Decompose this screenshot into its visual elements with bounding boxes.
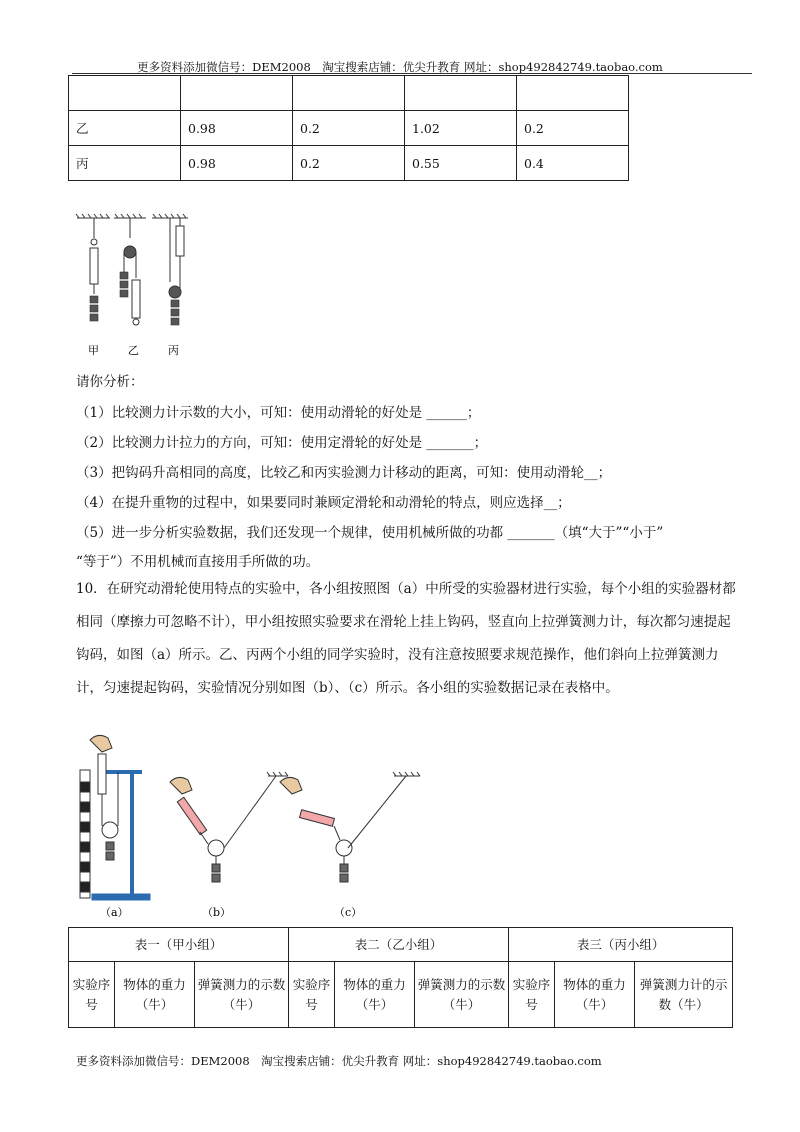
- table-cell: 0.4: [517, 146, 629, 181]
- table-group-title: 表二（乙小组）: [289, 928, 509, 962]
- table-cell: 1.02: [405, 111, 517, 146]
- table-cell: [517, 76, 629, 111]
- question-10-text: 10．在研究动滑轮使用特点的实验中，各小组按照图（a）中所受的实验器材进行实验，每个小组的实验器材都相同（摩擦力可忽略不计），甲小组按照实验要求在滑轮上挂上钩码，竖直向上拉弹簧测力计，每次都匀速提起钩码，如图（a）所示。乙、丙两个小组的同学实验时，没有注意按照要求规范操作，他们斜向上拉弹簧测力计，匀速提起钩码，实验情况分别如图（b）、（c）所示。各小组的实验数据记录在表格中。: [76, 581, 736, 696]
- table-row: [69, 146, 629, 181]
- table-group-title: 表三（丙小组）: [509, 928, 733, 962]
- column-header: 物体的重力（牛）: [335, 962, 415, 1028]
- table-cell: 0.2: [517, 111, 629, 146]
- figure-label: 丙: [168, 344, 179, 357]
- figure-label: 甲: [88, 344, 99, 357]
- column-header: 实验序号: [69, 962, 115, 1028]
- table-cell: 0.98: [181, 111, 293, 146]
- figure-label: （a）: [100, 906, 129, 919]
- table-cell: 0.2: [293, 111, 405, 146]
- question-item: （5）进一步分析实验数据，我们还发现一个规律，使用机械所做的功都 _______（填“大于”“小于”: [76, 525, 664, 541]
- table-group-title: 表一（甲小组）: [69, 928, 289, 962]
- question-item: （1）比较测力计示数的大小，可知：使用动滑轮的好处是 ______；: [76, 405, 481, 421]
- table-cell: [69, 76, 181, 111]
- figure-label: 乙: [128, 344, 139, 357]
- table-cell: [293, 76, 405, 111]
- column-header: 弹簧测力的示数（牛）: [415, 962, 509, 1028]
- question-item: （3）把钩码升高相同的高度，比较乙和丙实验测力计移动的距离，可知：使用动滑轮__；: [76, 465, 612, 481]
- column-header: 物体的重力（牛）: [555, 962, 635, 1028]
- table-cell: [405, 76, 517, 111]
- table-row: [69, 928, 733, 962]
- table-cell: 乙: [69, 111, 181, 146]
- table-cell: 0.55: [405, 146, 517, 181]
- figure-label: （b）: [202, 906, 232, 919]
- column-header: 弹簧测力的示数（牛）: [195, 962, 289, 1028]
- analysis-prompt: 请你分析：: [76, 374, 144, 390]
- question-item: “等于”）不用机械而直接用手所做的功。: [76, 554, 320, 570]
- table-row: [69, 962, 733, 1028]
- table-cell: 0.2: [293, 146, 405, 181]
- column-header: 实验序号: [509, 962, 555, 1028]
- table-cell: 0.98: [181, 146, 293, 181]
- question-item: （2）比较测力计拉力的方向，可知：使用定滑轮的好处是 _______；: [76, 435, 488, 451]
- column-header: 实验序号: [289, 962, 335, 1028]
- table-cell: 丙: [69, 146, 181, 181]
- page-header: 更多资料添加微信号：DEM2008 淘宝搜索店铺：优尖升教育 网址：shop492842749.taobao.com: [137, 60, 663, 74]
- column-header: 弹簧测力计的示数（牛）: [635, 962, 733, 1028]
- header-divider: [72, 73, 752, 74]
- table-row: [69, 111, 629, 146]
- page-footer: 更多资料添加微信号：DEM2008 淘宝搜索店铺：优尖升教育 网址：shop492842749.taobao.com: [76, 1054, 602, 1068]
- column-header: 物体的重力（牛）: [115, 962, 195, 1028]
- pulley-figure-1: [74, 212, 199, 362]
- question-item: （4）在提升重物的过程中，如果要同时兼顾定滑轮和动滑轮的特点，则应选择__；: [76, 495, 571, 511]
- pulley-figure-2: [72, 730, 462, 925]
- table-row: [69, 76, 629, 111]
- table-cell: [181, 76, 293, 111]
- data-table-2: [68, 927, 733, 1028]
- data-table-1: [68, 75, 629, 181]
- figure-label: （c）: [334, 906, 363, 919]
